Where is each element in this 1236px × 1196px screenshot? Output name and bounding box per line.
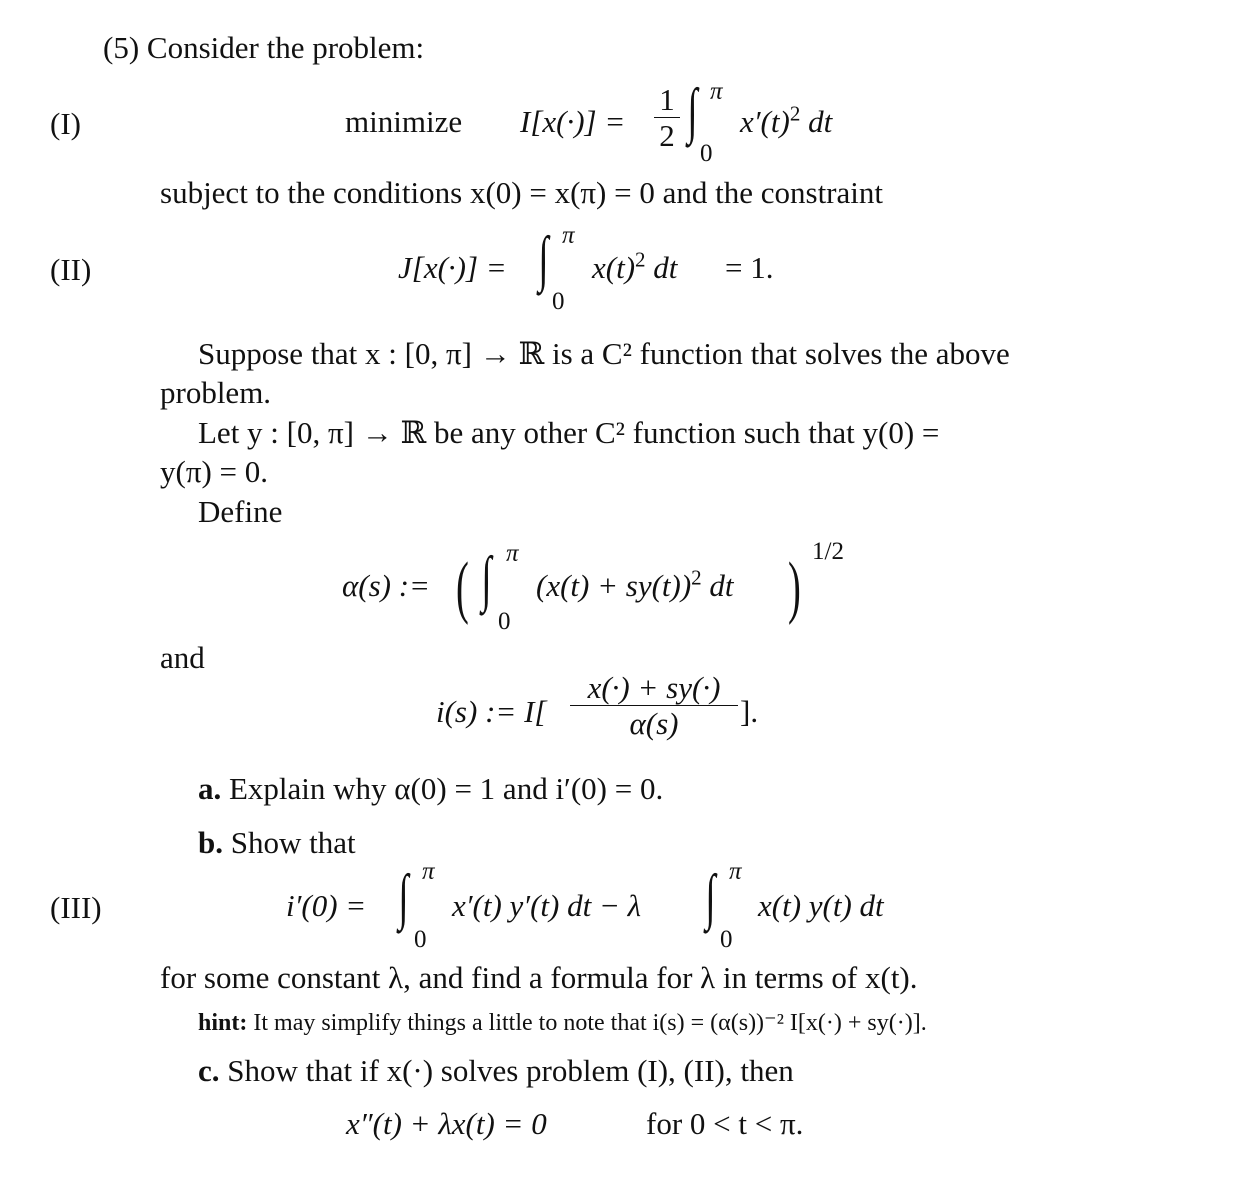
eq2-upper-limit: π <box>562 222 575 249</box>
i-def-fraction <box>570 672 738 739</box>
alpha-power: 2 <box>691 565 702 590</box>
hint-label: hint: <box>198 1010 248 1036</box>
eq3-term1: x′(t) y′(t) dt − λ <box>452 888 642 923</box>
problem-intro: Consider the problem: <box>146 30 425 65</box>
part-b-label: b. <box>198 825 223 860</box>
part-c-label: c. <box>198 1053 220 1088</box>
eq1-frac-den: 2 <box>659 118 675 153</box>
part-c-text: Show that if x(·) solves problem (I), (II), then <box>227 1053 794 1088</box>
para1-line2: problem. <box>160 375 272 410</box>
problem-number: (5) <box>103 30 140 65</box>
eq2-integrand <box>592 247 678 285</box>
part-c-equation: x″(t) + λx(t) = 0 <box>346 1106 547 1141</box>
eq2-integral-sign: ∫ <box>538 225 549 293</box>
alpha-upper-limit: π <box>506 540 519 567</box>
subject-line: subject to the conditions x(0) = x(π) = 0 and the constraint <box>160 175 883 210</box>
part-c-condition: for 0 < t < π. <box>646 1106 804 1141</box>
define-word: Define <box>198 494 283 529</box>
eq2-lhs: J[x(·)] = <box>398 250 507 285</box>
hint <box>198 1008 927 1037</box>
para2-line1: Let y : [0, π] → ℝ be any other C² function such that y(0) = <box>198 415 940 450</box>
problem-heading <box>103 32 424 63</box>
alpha-diff: dt <box>709 568 734 603</box>
i-def-close: ]. <box>740 694 759 729</box>
part-b <box>198 827 356 858</box>
alpha-right-paren: ) <box>788 549 801 626</box>
eq3-lower-limit-1: 0 <box>414 926 427 953</box>
alpha-integrand-text: (x(t) + sy(t)) <box>536 568 692 603</box>
eq3-lower-limit-2: 0 <box>720 926 733 953</box>
eq1-power: 2 <box>789 101 801 126</box>
alpha-left-paren: ( <box>456 549 469 626</box>
eq3-lhs: i′(0) = <box>286 888 367 923</box>
para2-line2: y(π) = 0. <box>160 454 269 489</box>
eq1-upper-limit: π <box>710 78 723 105</box>
alpha-lower-limit: 0 <box>498 608 511 635</box>
i-def-den: α(s) <box>629 706 679 741</box>
part-b-after: for some constant λ, and find a formula for λ in terms of x(t). <box>160 960 918 995</box>
equation-label-3: (III) <box>50 890 102 925</box>
part-a-label: a. <box>198 771 222 806</box>
eq1-frac-num: 1 <box>659 82 675 117</box>
equation-label-1: (I) <box>50 106 81 141</box>
eq1-fraction <box>654 84 680 151</box>
alpha-integrand <box>536 565 734 603</box>
eq3-integral-sign-2: ∫ <box>705 863 716 931</box>
equation-label-2: (II) <box>50 252 92 287</box>
eq1-integral-sign: ∫ <box>687 77 698 145</box>
eq1-integrand-text: x′(t) <box>740 104 790 139</box>
eq2-diff: dt <box>653 250 678 285</box>
eq3-upper-limit-2: π <box>729 858 742 885</box>
part-a-text: Explain why α(0) = 1 and i′(0) = 0. <box>229 771 664 806</box>
eq3-integral-sign-1: ∫ <box>398 863 409 931</box>
eq1-lower-limit: 0 <box>700 140 713 167</box>
eq2-lower-limit: 0 <box>552 288 565 315</box>
part-b-text: Show that <box>230 825 356 860</box>
eq1-integrand <box>740 101 833 139</box>
hint-text: It may simplify things a little to note that i(s) = (α(s))⁻² I[x(·) + sy(·)]. <box>253 1010 927 1036</box>
eq2-power: 2 <box>635 247 646 272</box>
eq3-term2: x(t) y(t) dt <box>758 888 884 923</box>
part-a <box>198 773 663 804</box>
para1-line1: Suppose that x : [0, π] → ℝ is a C² function that solves the above <box>198 336 1010 371</box>
eq2-rhs: = 1. <box>725 250 774 285</box>
alpha-outer-power: 1/2 <box>812 538 844 565</box>
part-c <box>198 1055 794 1086</box>
eq1-diff: dt <box>808 104 833 139</box>
alpha-integral-sign: ∫ <box>481 545 492 613</box>
i-def-num: x(·) + sy(·) <box>587 670 721 705</box>
minimize-keyword: minimize <box>345 104 463 139</box>
alpha-lhs: α(s) := <box>342 568 430 603</box>
eq2-integrand-text: x(t) <box>592 250 636 285</box>
eq3-upper-limit-1: π <box>422 858 435 885</box>
and-word: and <box>160 640 205 675</box>
eq1-lhs: I[x(·)] = <box>520 104 626 139</box>
i-def-lhs: i(s) := I[ <box>436 694 547 729</box>
